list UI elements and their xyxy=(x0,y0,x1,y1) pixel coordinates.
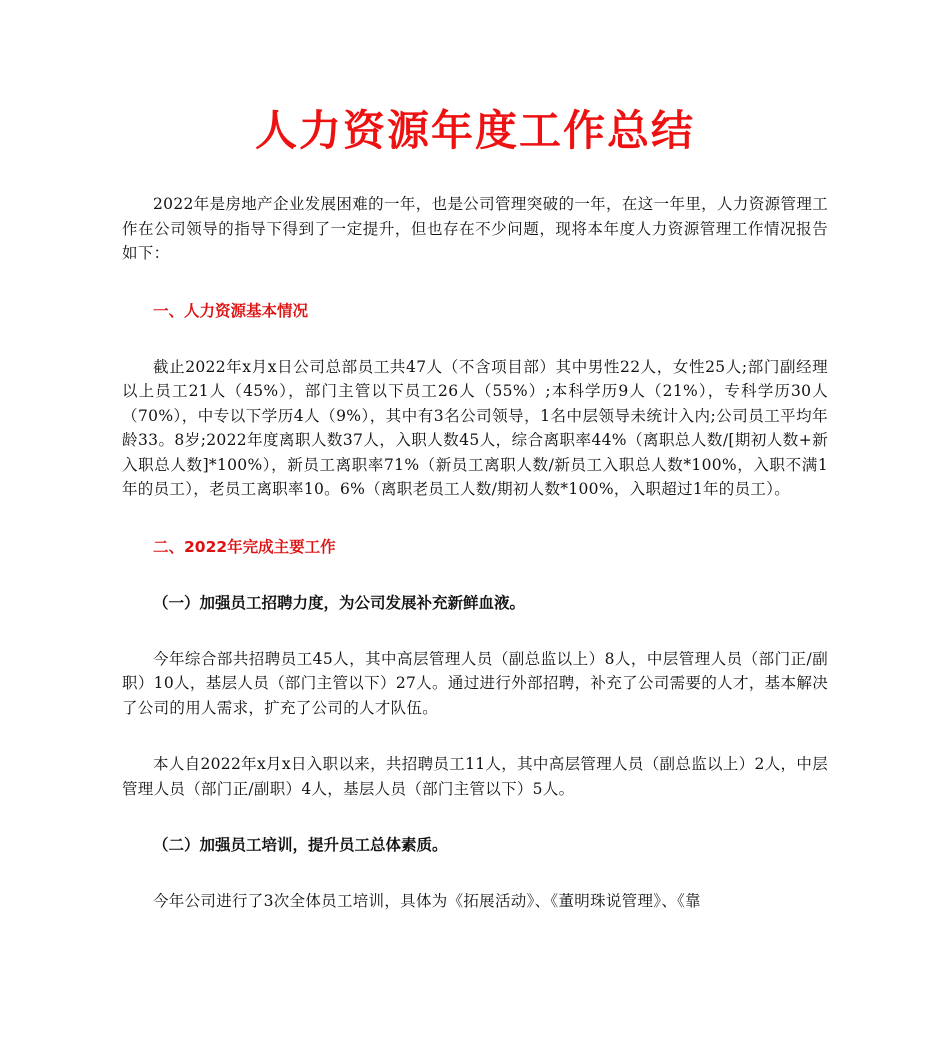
subsection-1-heading: （一）加强员工招聘力度，为公司发展补充新鲜血液。 xyxy=(153,593,526,612)
intro-paragraph: 2022年是房地产企业发展困难的一年，也是公司管理突破的一年，在这一年里，人力资源管理工作在公司领导的指导下得到了一定提升，但也存在不少问题，现将本年度人力资源管理工作情况报告如下： xyxy=(122,195,828,262)
subsection-2-heading: （二）加强员工培训，提升员工总体素质。 xyxy=(153,836,448,854)
document-title: 人力资源年度工作总结 xyxy=(254,106,695,155)
section-2-heading: 二、2022年完成主要工作 xyxy=(153,537,336,556)
section-1-paragraph: 截止2022年x月x日公司总部员工共47人（不含项目部）其中男性22人，女性25人;部门副经理以上员工21人（45%），部门主管以下员工26人（55%）;本科学历9人（21%），专科学历30人（70%），中专以下学历4人（9%），其中有3名公司领导，1名中层领导未统计入内;公司员工平均年龄33。8岁;2022年度离职人数37人，入职人数45人，综合离职率44%（离职总人数/[期初人数+新入职总人数]*100%），新员工离职率71%（新员工离职人数/新员工入职总人数*100%，入职不满1年的员工），老员工离职率10。6%（离职老员工人数/期初人数*100%，入职超过1年的员工）。 xyxy=(122,357,828,498)
subsection-1-paragraph-2: 本人自2022年x月x日入职以来，共招聘员工11人，其中高层管理人员（副总监以上）2人，中层管理人员（部门正/副职）4人，基层人员（部门主管以下）5人。 xyxy=(122,755,828,798)
subsection-1-paragraph-1: 今年综合部共招聘员工45人，其中高层管理人员（副总监以上）8人，中层管理人员（部门正/副职）10人，基层人员（部门主管以下）27人。通过进行外部招聘，补充了公司需要的人才，基本解决了公司的用人需求，扩充了公司的人才队伍。 xyxy=(122,649,828,717)
subsection-2-paragraph-1: 今年公司进行了3次全体员工培训，具体为《拓展活动》、《董明珠说管理》、《靠 xyxy=(153,892,701,910)
section-1-heading: 一、人力资源基本情况 xyxy=(153,301,309,320)
